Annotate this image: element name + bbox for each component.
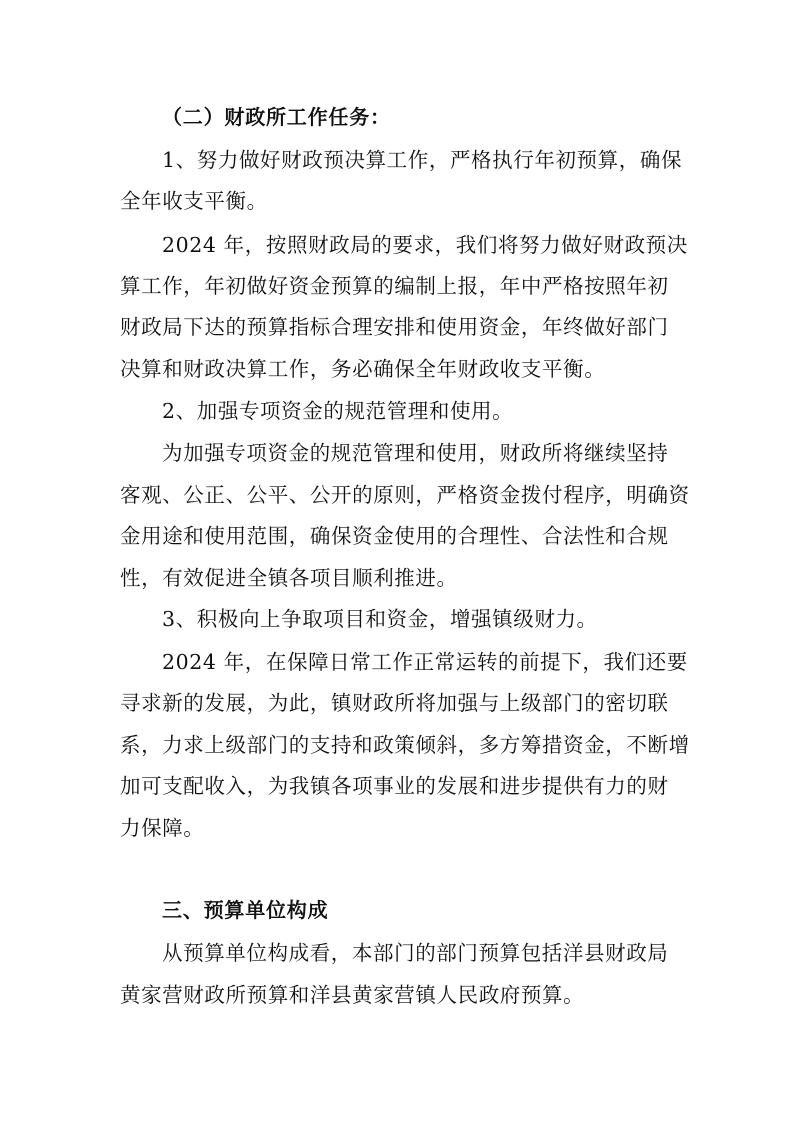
item-3-body-line: 加可支配收入，为我镇各项事业的发展和进步提供有力的财 [120,774,669,798]
item-3-body-line: 系，力求上级部门的支持和政策倾斜，多方筹措资金，不断增 [120,733,690,757]
item-3-title: 3、积极向上争取项目和资金，增强镇级财力。 [162,607,598,631]
item-1-title-cont: 全年收支平衡。 [120,189,268,213]
section-three-body-line: 从预算单位构成看，本部门的部门预算包括洋县财政局 [162,941,669,965]
item-2-body-line: 为加强专项资金的规范管理和使用，财政所将继续坚持 [162,441,669,465]
section-heading-finance-office-tasks: （二）财政所工作任务： [162,105,391,129]
section-heading-budget-units: 三、预算单位构成 [162,898,329,922]
item-1-title: 1、努力做好财政预决算工作，严格执行年初预算，确保 [162,148,683,172]
item-3-body-line: 力保障。 [120,816,205,840]
item-1-body-line: 2024 年，按照财政局的要求，我们将努力做好财政预决 [162,233,688,257]
item-2-body-line: 客观、公正、公平、公开的原则，严格资金拨付程序，明确资 [120,483,690,507]
item-1-body-line: 决算和财政决算工作，务必确保全年财政收支平衡。 [120,357,606,381]
item-1-body-line: 财政局下达的预算指标合理安排和使用资金，年终做好部门 [120,315,669,339]
item-2-body-line: 性，有效促进全镇各项目顺利推进。 [120,566,458,590]
section-three-body-line: 黄家营财政所预算和洋县黄家营镇人民政府预算。 [120,983,585,1007]
item-3-body-line: 寻求新的发展，为此，镇财政所将加强与上级部门的密切联 [120,691,669,715]
item-3-body-line: 2024 年，在保障日常工作正常运转的前提下，我们还要 [162,650,688,674]
item-1-body-line: 算工作，年初做好资金预算的编制上报，年中严格按照年初 [120,274,669,298]
item-2-title: 2、加强专项资金的规范管理和使用。 [162,399,514,423]
item-2-body-line: 金用途和使用范围，确保资金使用的合理性、合法性和合规 [120,524,669,548]
